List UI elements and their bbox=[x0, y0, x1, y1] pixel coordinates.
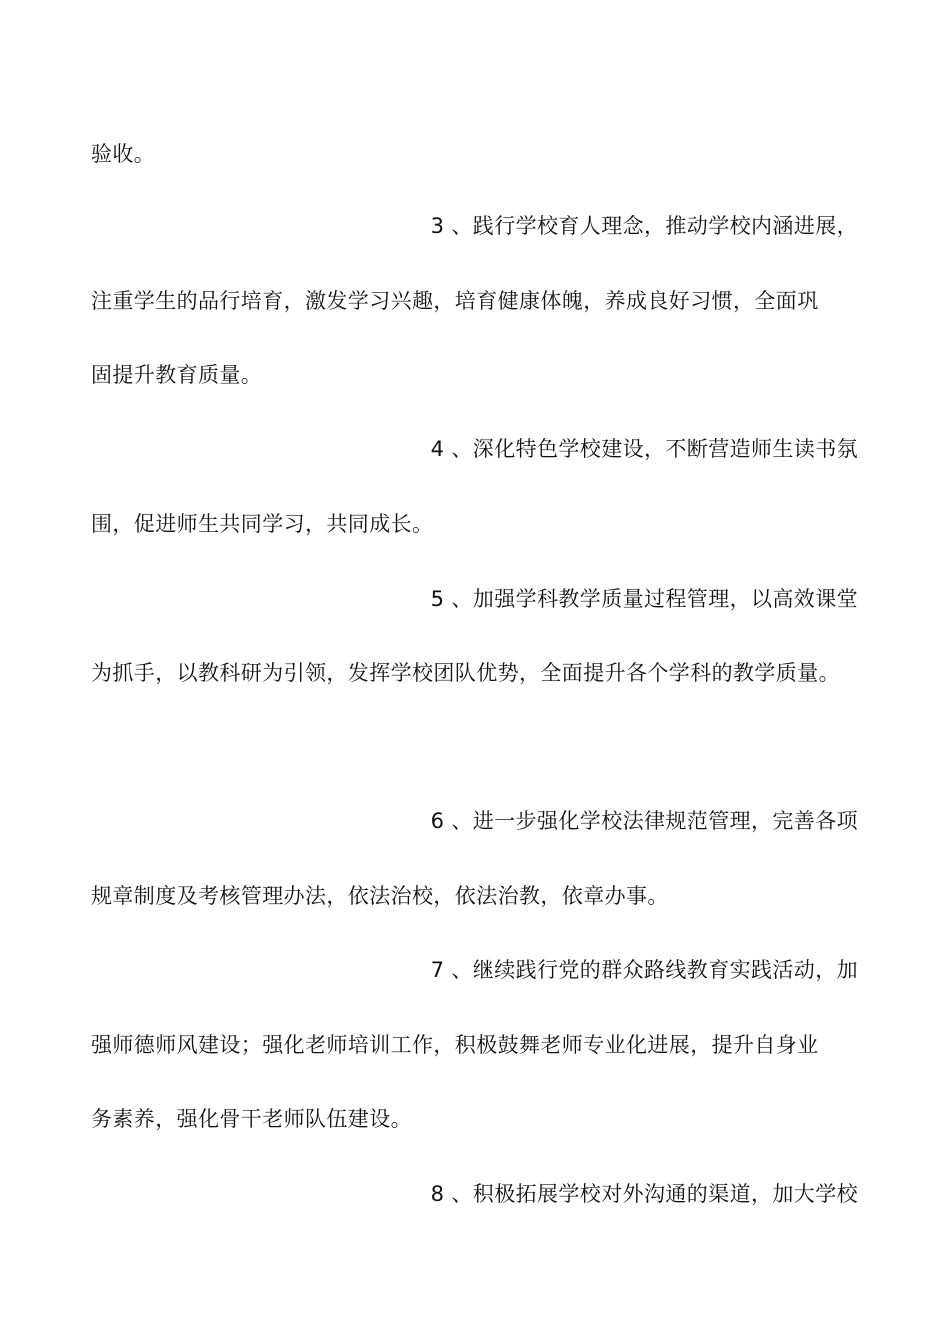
paragraph-line: 强师德师风建设；强化老师培训工作，积极鼓舞老师专业化进展，提升自身业 bbox=[91, 1033, 819, 1057]
paragraph-line: 固提升教育质量。 bbox=[91, 363, 263, 387]
paragraph-line: 务素养，强化骨干老师队伍建设。 bbox=[91, 1107, 412, 1131]
paragraph-line: 验收。 bbox=[91, 142, 156, 166]
item-7-heading-line: 7 、继续践行党的群众路线教育实践活动，加 bbox=[430, 958, 858, 982]
paragraph-line: 围，促进师生共同学习，共同成长。 bbox=[91, 512, 434, 536]
item-3-heading-line: 3 、践行学校育人理念，推动学校内涵进展， bbox=[430, 214, 858, 238]
paragraph-line: 为抓手，以教科研为引领，发挥学校团队优势，全面提升各个学科的教学质量。 bbox=[91, 661, 840, 685]
item-4-heading-line: 4 、深化特色学校建设，不断营造师生读书氛 bbox=[430, 437, 858, 461]
paragraph-line: 注重学生的品行培育，激发学习兴趣，培育健康体魄，养成良好习惯，全面巩 bbox=[91, 289, 819, 313]
item-6-heading-line: 6 、进一步强化学校法律规范管理，完善各项 bbox=[430, 809, 858, 833]
item-8-heading-line: 8 、积极拓展学校对外沟通的渠道，加大学校 bbox=[430, 1182, 858, 1206]
paragraph-line: 规章制度及考核管理办法，依法治校，依法治教，依章办事。 bbox=[91, 884, 669, 908]
item-5-heading-line: 5 、加强学科教学质量过程管理，以高效课堂 bbox=[430, 587, 858, 611]
